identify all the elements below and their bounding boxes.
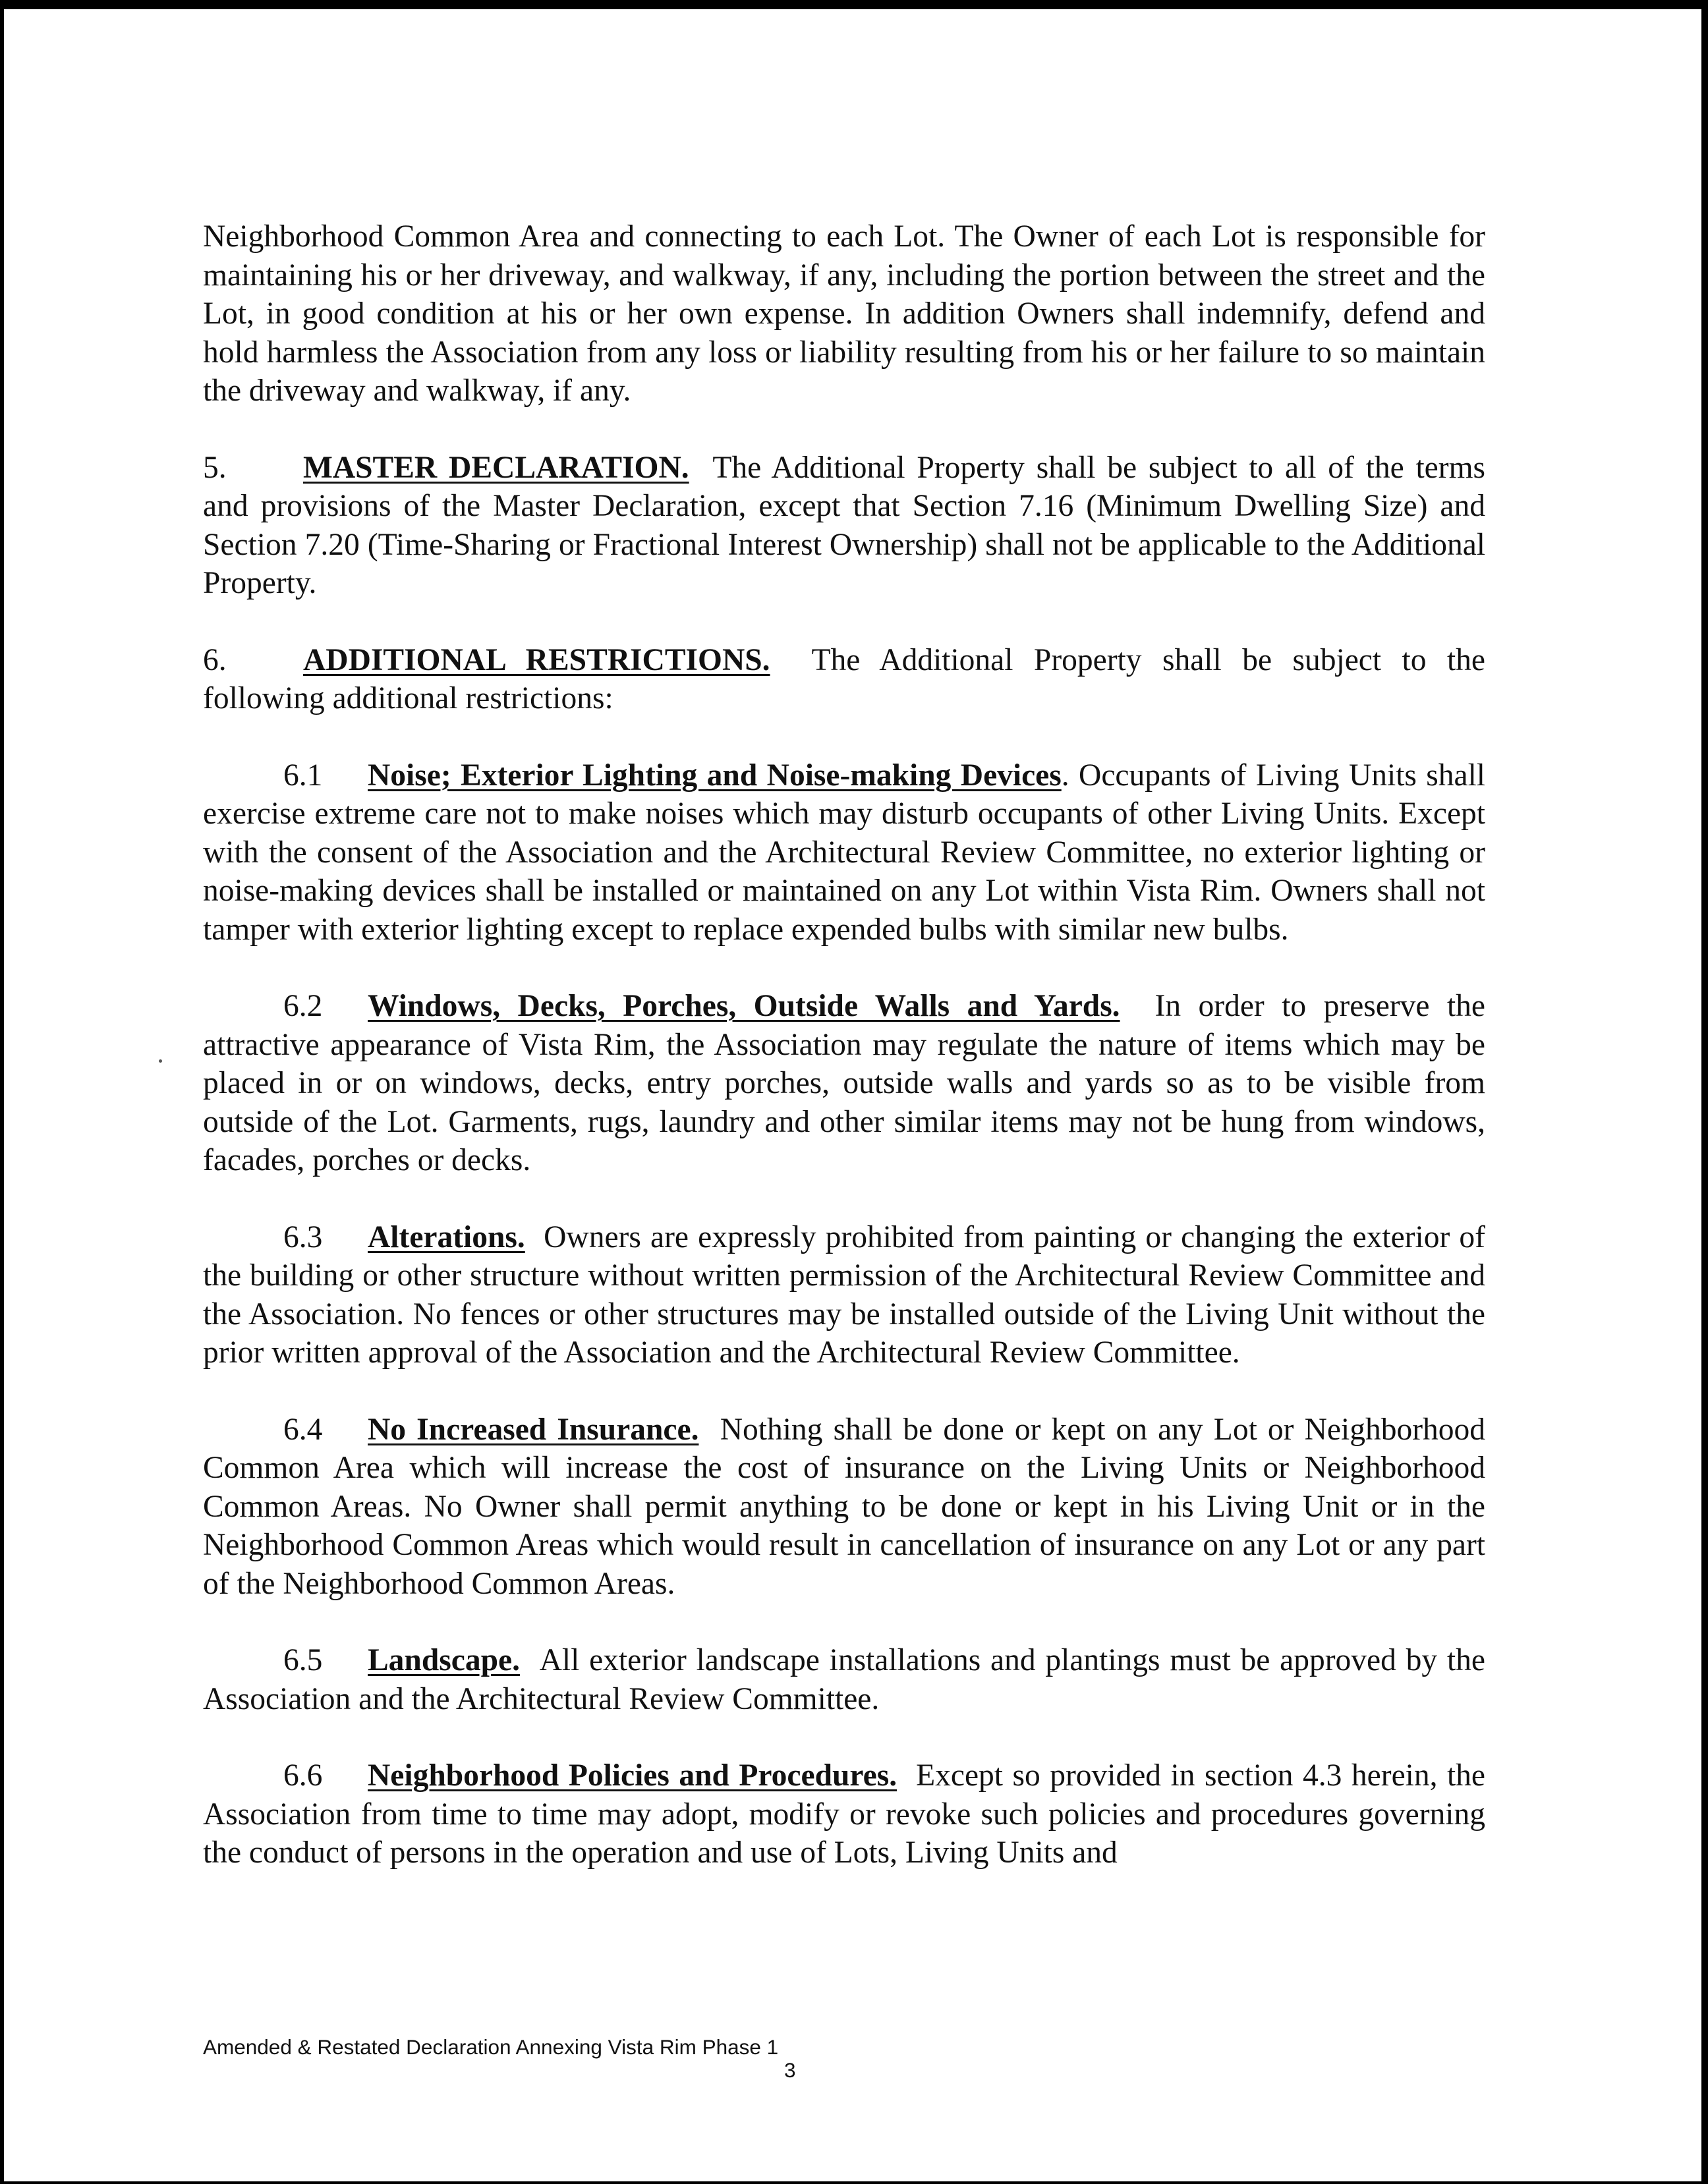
subsection-6-3 bbox=[203, 1218, 1485, 1372]
document-body bbox=[203, 217, 1485, 1911]
continuation-text: Neighborhood Common Area and connecting to each Lot. The Owner of each Lot is responsible for maintaining his or her driveway, and walkway, if any, including the portion between the street and the Lot, in good condition at his or her own expense. In addition Owners shall indemnify, defend and hold harmless the Association from any loss or liability resulting from his or her failure to so maintain the driveway and walkway, if any. bbox=[203, 219, 1485, 408]
section-6 bbox=[203, 641, 1485, 718]
section-heading: MASTER DECLARATION. bbox=[303, 450, 689, 485]
subsection-number: 6.5 bbox=[283, 1643, 323, 1677]
scan-border-top bbox=[0, 0, 1708, 9]
section-5 bbox=[203, 449, 1485, 603]
subsection-number: 6.3 bbox=[283, 1219, 323, 1254]
section-text: The Additional Property shall be subject to the following additional restrictions: bbox=[203, 642, 1486, 715]
subsection-text: . Occupants of Living Units shall exercise extreme care not to make noises which may disturb occupants of other Living Units. Except with the consent of the Association and the Architectural Review Committee, no exterior lighting or noise-making devices shall be installed or maintained on any Lot within Vista Rim. Owners shall not tamper with exterior lighting except to replace expended bulbs with similar new bulbs. bbox=[203, 758, 1485, 947]
section-number: 6. bbox=[203, 642, 227, 677]
section-heading: ADDITIONAL RESTRICTIONS. bbox=[303, 642, 770, 677]
subsection-text: Nothing shall be done or kept on any Lot or Neighborhood Common Area which will increase the cost of insurance on the Living Units or Neighborhood Common Areas. No Owner shall permit anything to be done or kept in his Living Unit or in the Neighborhood Common Areas which would result in cancellation of insurance on any Lot or any part of the Neighborhood Common Areas. bbox=[203, 1412, 1486, 1601]
section-text: The Additional Property shall be subject to all of the terms and provisions of the Master Declaration, except that Section 7.16 (Minimum Dwelling Size) and Section 7.20 (Time-Sharing or Fractional Interest Ownership) shall not be applicable to the Additional Property. bbox=[203, 450, 1486, 600]
subsection-number: 6.1 bbox=[283, 758, 323, 793]
subsection-number: 6.2 bbox=[283, 989, 323, 1023]
footer-page-number: 3 bbox=[784, 2058, 796, 2082]
scan-border-left bbox=[0, 0, 4, 2184]
margin-speck bbox=[159, 1059, 162, 1063]
subsection-number: 6.4 bbox=[283, 1412, 323, 1447]
subsection-heading: Noise; Exterior Lighting and Noise-making Devices bbox=[368, 758, 1062, 793]
section-number: 5. bbox=[203, 450, 227, 485]
subsection-number: 6.6 bbox=[283, 1758, 323, 1793]
subsection-heading: Neighborhood Policies and Procedures. bbox=[368, 1758, 897, 1793]
subsection-6-4 bbox=[203, 1411, 1485, 1604]
scan-border-right bbox=[1701, 0, 1708, 2184]
scan-border-bottom bbox=[0, 2181, 1708, 2184]
subsection-heading: Windows, Decks, Porches, Outside Walls and Yards. bbox=[368, 989, 1120, 1023]
subsection-text: Except so provided in section 4.3 herein, the Association from time to time may adopt, modify or revoke such policies and procedures governing the conduct of persons in the operation and use of Lots, Living Units and bbox=[203, 1758, 1485, 1870]
subsection-text: In order to preserve the attractive appearance of Vista Rim, the Association may regulate the nature of items which may be placed in or on windows, decks, entry porches, outside walls and yards so as to be visible from outside of the Lot. Garments, rugs, laundry and other similar items may not be hung from windows, facades, porches or decks. bbox=[203, 989, 1486, 1177]
subsection-text: All exterior landscape installations and plantings must be approved by the Association and the Architectural Review Committee. bbox=[203, 1643, 1486, 1716]
footer-document-title: Amended & Restated Declaration Annexing Vista Rim Phase 1 bbox=[203, 2035, 779, 2059]
subsection-heading: Alterations. bbox=[368, 1219, 525, 1254]
subsection-6-2 bbox=[203, 987, 1485, 1180]
continuation-paragraph bbox=[203, 217, 1485, 410]
subsection-6-6 bbox=[203, 1756, 1485, 1872]
subsection-text: Owners are expressly prohibited from painting or changing the exterior of the building or other structure without written permission of the Architectural Review Committee and the Association. No fences or other structures may be installed outside of the Living Unit without the prior written approval of the Association and the Architectural Review Committee. bbox=[203, 1219, 1485, 1370]
subsection-6-5 bbox=[203, 1641, 1485, 1718]
subsection-heading: No Increased Insurance. bbox=[368, 1412, 699, 1447]
subsection-6-1 bbox=[203, 756, 1485, 949]
subsection-heading: Landscape. bbox=[368, 1643, 520, 1677]
